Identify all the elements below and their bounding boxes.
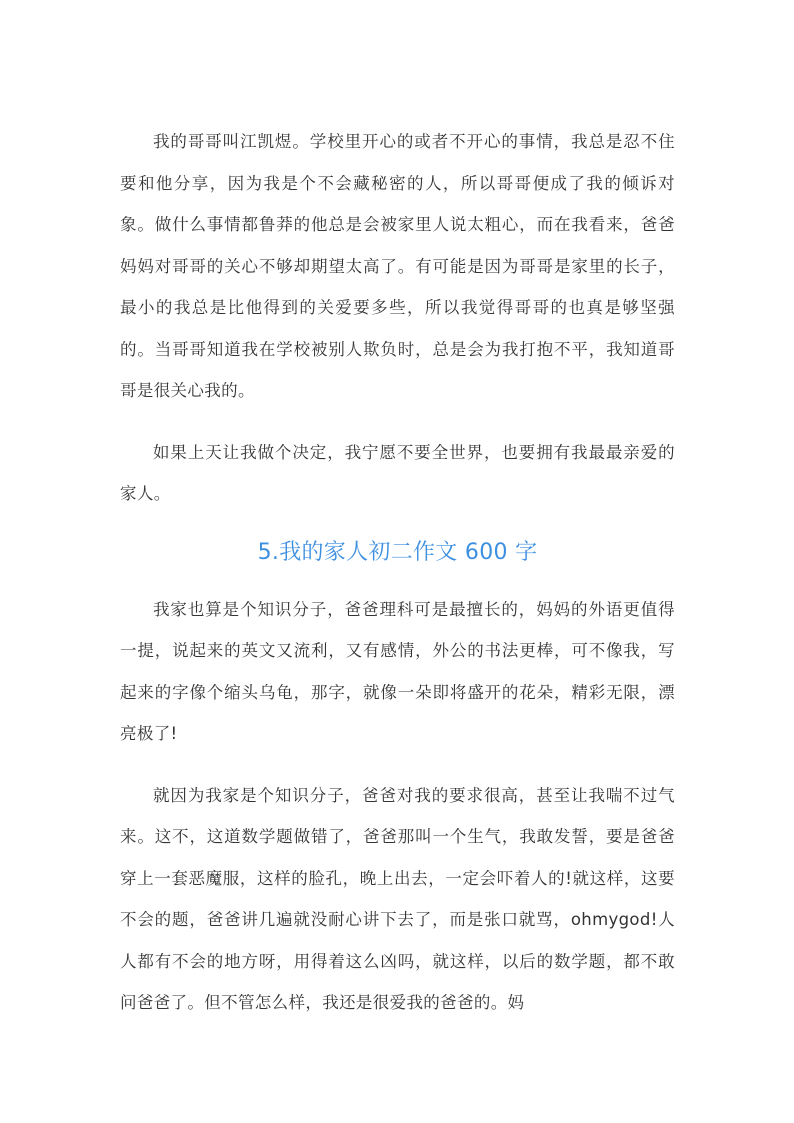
paragraph-knowledge-family: 我家也算是个知识分子，爸爸理科可是最擅长的，妈妈的外语更值得一提，说起来的英文又流利，又有感情，外公的书法更棒，可不像我，写起来的字像个缩头乌龟，那字，就像一朵即将盛开的花朵，精彩无限，漂亮极了!	[120, 599, 675, 743]
paragraph-brother: 我的哥哥叫江凯煜。学校里开心的或者不开心的事情，我总是忍不住要和他分享，因为我是个不会藏秘密的人，所以哥哥便成了我的倾诉对象。做什么事情都鲁莽的他总是会被家里人说太粗心，而在我看来，爸爸妈妈对哥哥的关心不够却期望太高了。有可能是因为哥哥是家里的长子，最小的我总是比他得到的关爱要多些，所以我觉得哥哥的也真是够坚强的。当哥哥知道我在学校被别人欺负时，总是会为我打抱不平，我知道哥哥是很关心我的。	[120, 132, 675, 400]
paragraph-father-math: 就因为我家是个知识分子，爸爸对我的要求很高，甚至让我喘不过气来。这不，这道数学题做错了，爸爸那叫一个生气，我敢发誓，要是爸爸穿上一套恶魔服，这样的脸孔，晚上出去，一定会吓着人的!就这样，这要不会的题，爸爸讲几遍就没耐心讲下去了，而是张口就骂，ohmygod!人人都有不会的地方呀，用得着这么凶吗，就这样，以后的数学题，都不敢问爸爸了。但不管怎么样，我还是很爱我的爸爸的。妈	[120, 785, 675, 1012]
paragraph-family-wish: 如果上天让我做个决定，我宁愿不要全世界，也要拥有我最最亲爱的家人。	[120, 442, 675, 503]
document-body	[120, 121, 675, 1024]
section-heading: 5.我的家人初二作文 600 字	[257, 539, 538, 565]
